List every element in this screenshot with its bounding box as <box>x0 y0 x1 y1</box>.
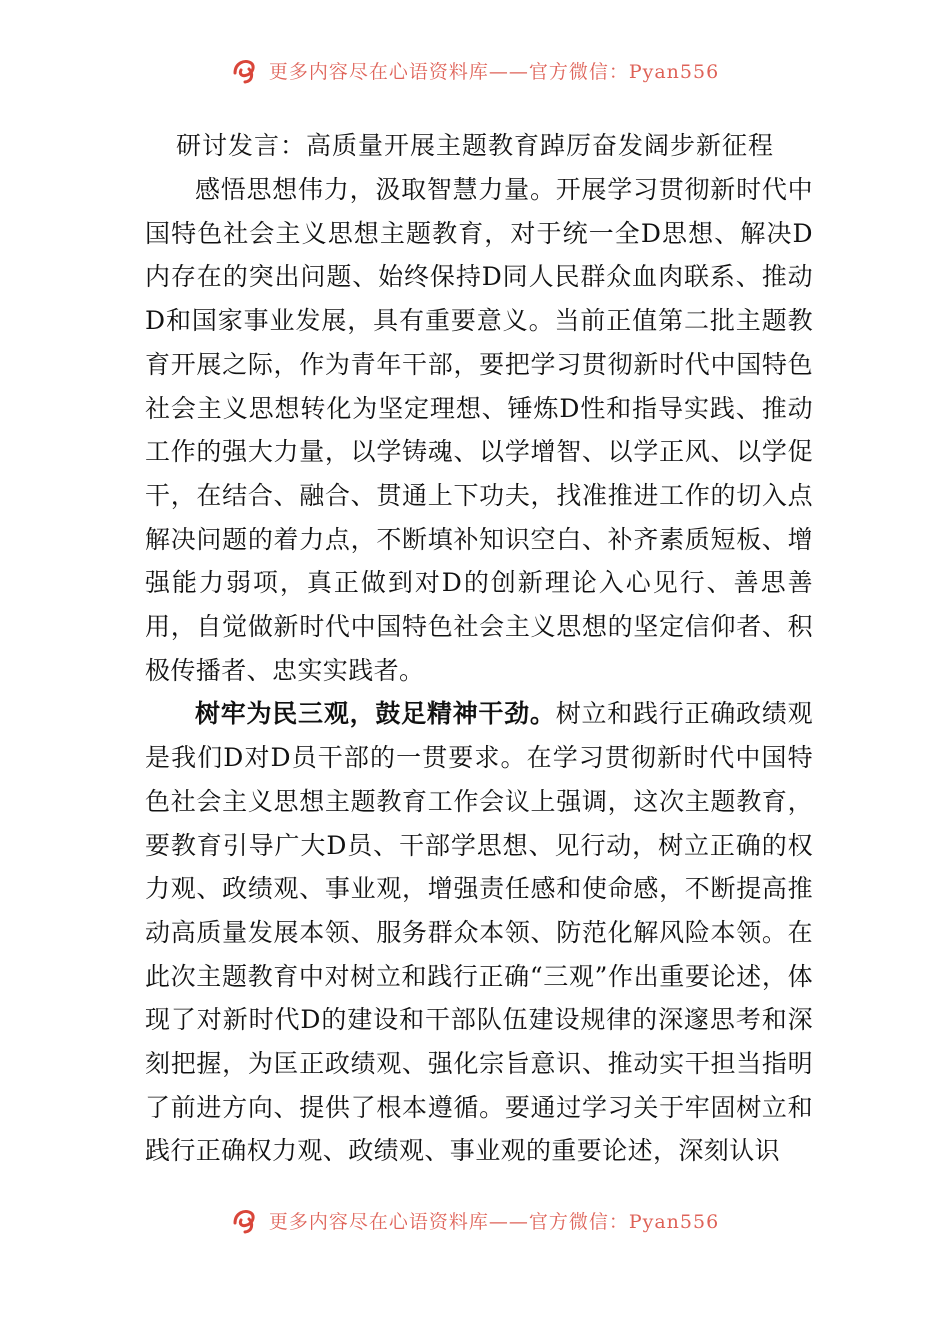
paragraph <box>145 168 813 692</box>
paragraph-lead: 树牢为民三观，鼓足精神干劲。 <box>195 699 556 729</box>
footer-watermark <box>0 1200 950 1240</box>
brand-logo-icon <box>231 1205 261 1235</box>
document-title: 研讨发言：高质量开展主题教育踔厉奋发阔步新征程 <box>175 131 774 160</box>
header-watermark-text: 更多内容尽在心语资料库——官方微信：Pyan556 <box>268 60 720 83</box>
paragraph <box>145 692 813 1173</box>
paragraph-text: 树立和践行正确政绩观是我们D对D员干部的一贯要求。在学习贯彻新时代中国特色社会主义思想主题教育工作会议上强调，这次主题教育，要教育引导广大D员、干部学思想、见行动，树立正确的权力观、政绩观、事业观，增强责任感和使命感，不断提高推动高质量发展本领、服务群众本领、防范化解风险本领。在此次主题教育中对树立和践行正确“三观”作出重要论述，体现了对新时代D的建设和干部队伍建设规律的深邃思考和深刻把握，为匡正政绩观、强化宗旨意识、推动实干担当指明了前进方向、提供了根本遵循。要通过学习关于牢固树立和践行正确权力观、政绩观、事业观的重要论述，深刻认识 <box>145 699 813 1166</box>
footer-watermark-text: 更多内容尽在心语资料库——官方微信：Pyan556 <box>268 1210 720 1233</box>
paragraph-text: 感悟思想伟力，汲取智慧力量。开展学习贯彻新时代中国特色社会主义思想主题教育，对于统一全D思想、解决D内存在的突出问题、始终保持D同人民群众血肉联系、推动D和国家事业发展，具有重要意义。当前正值第二批主题教育开展之际，作为青年干部，要把学习贯彻新时代中国特色社会主义思想转化为坚定理想、锤炼D性和指导实践、推动工作的强大力量，以学铸魂、以学增智、以学正风、以学促干，在结合、融合、贯通上下功夫，找准推进工作的切入点解决问题的着力点，不断填补知识空白、补齐素质短板、增强能力弱项，真正做到对D的创新理论入心见行、善思善用，自觉做新时代中国特色社会主义思想的坚定信仰者、积极传播者、忠实实践者。 <box>145 175 813 685</box>
brand-logo-icon <box>231 55 261 85</box>
header-watermark <box>0 50 950 90</box>
document-body <box>145 168 813 1173</box>
